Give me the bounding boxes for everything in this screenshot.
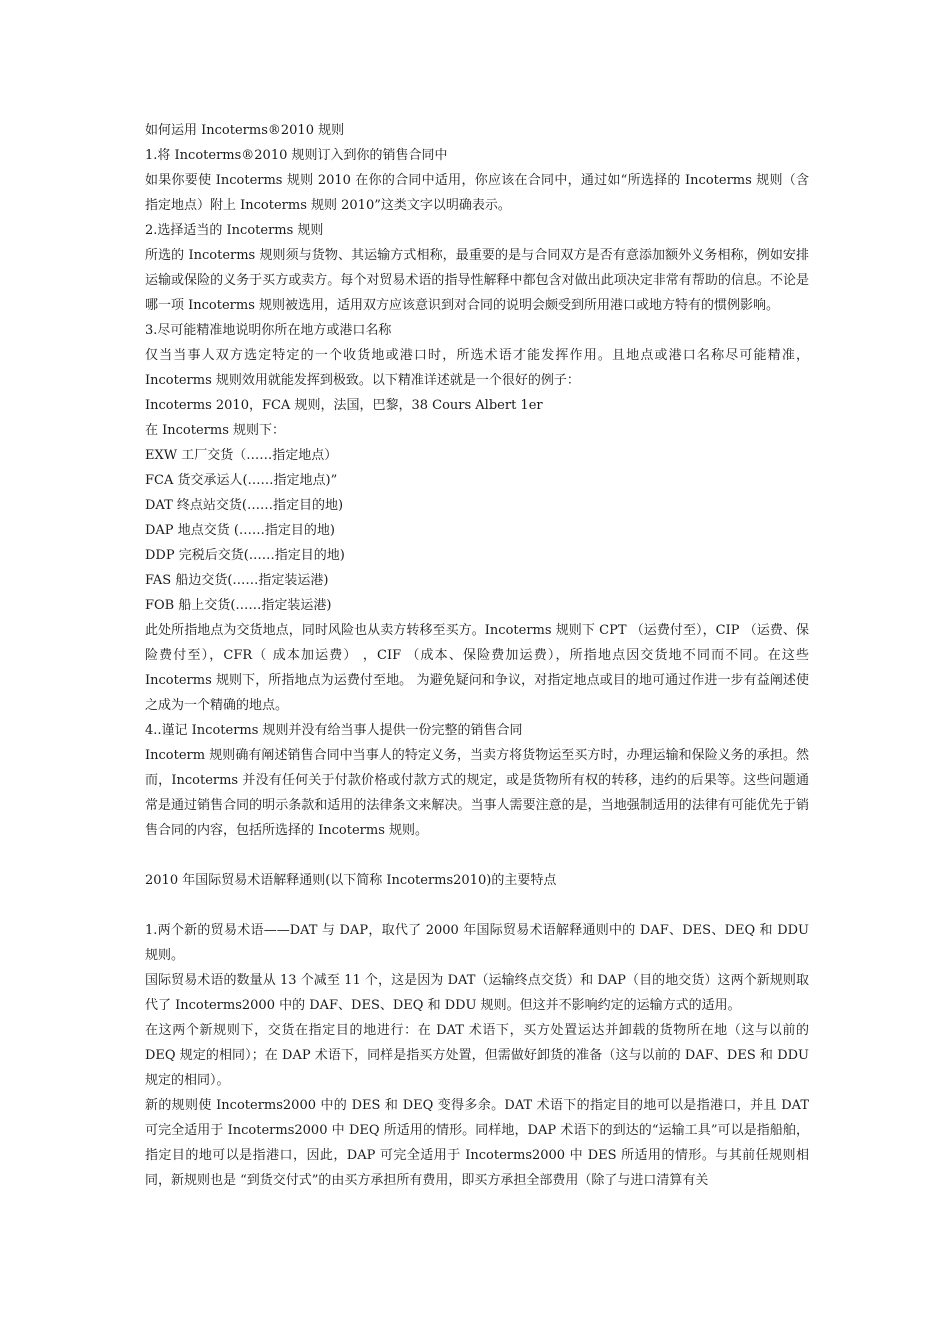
list-item-exw: EXW 工厂交货（……指定地点） xyxy=(145,448,338,463)
paragraph: 仅当当事人双方选定特定的一个收货地或港口时，所选术语才能发挥作用。且地点或港口名称尽可能精准，Incoterms 规则效用就能发挥到极致。以下精准详述就是一个很好的例子： xyxy=(145,348,809,388)
list-item-fca: FCA 货交承运人(……指定地点)” xyxy=(145,473,338,488)
list-item-fob: FOB 船上交货(……指定装运港) xyxy=(145,598,332,613)
paragraph: 此处所指地点为交货地点，同时风险也从卖方转移至买方。Incoterms 规则下 CPT （运费付至），CIP （运费、保险费付至），CFR（ 成本加运费） ，CIF （成本、保险费加运费），所指地点因交货地不同而不同。在这些 Incoterms 规则下，所指地点为运费付至地。 为避免疑问和争议，对指定地点或目的地可通过作进一步有益阐述使之成为一个精确的地点。 xyxy=(145,623,809,713)
list-intro: 在 Incoterms 规则下： xyxy=(145,423,286,438)
subtitle: 2010 年国际贸易术语解释通则(以下简称 Incoterms2010)的主要特点 xyxy=(145,873,557,888)
list-item-dap: DAP 地点交货 (……指定目的地) xyxy=(145,523,335,538)
doc-title: 如何运用 Incoterms®2010 规则 xyxy=(145,123,345,138)
section-heading-4: 4..谨记 Incoterms 规则并没有给当事人提供一份完整的销售合同 xyxy=(145,723,523,738)
blank-line xyxy=(145,843,809,868)
paragraph: 在这两个新规则下，交货在指定目的地进行：在 DAT 术语下，买方处置运达并卸载的货物所在地（这与以前的 DEQ 规定的相同）；在 DAP 术语下，同样是指买方处置，但需做好卸货的准备（这与以前的 DAF、DES 和 DDU 规定的相同）。 xyxy=(145,1023,809,1088)
paragraph: 新的规则使 Incoterms2000 中的 DES 和 DEQ 变得多余。DAT 术语下的指定目的地可以是指港口，并且 DAT 可完全适用于 Incoterms2000 中 DEQ 所适用的情形。同样地，DAP 术语下的到达的“运输工具”可以是指船舶，指定目的地可以是指港口，因此，DAP 可完全适用于 Incoterms2000 中 DES 所适用的情形。与其前任规则相同，新规则也是 “到货交付式”的由买方承担所有费用，即买方承担全部费用（除了与进口清算有关 xyxy=(145,1098,809,1188)
list-item-dat: DAT 终点站交货(……指定目的地) xyxy=(145,498,344,513)
example-line: Incoterms 2010，FCA 规则，法国，巴黎，38 Cours Albert 1er xyxy=(145,398,543,413)
section-heading-new-terms: 1.两个新的贸易术语——DAT 与 DAP，取代了 2000 年国际贸易术语解释通则中的 DAF、DES、DEQ 和 DDU 规则。 xyxy=(145,923,809,963)
paragraph: 如果你要使 Incoterms 规则 2010 在你的合同中适用，你应该在合同中，通过如“所选择的 Incoterms 规则（含指定地点）附上 Incoterms 规则 2010”这类文字以明确表示。 xyxy=(145,173,809,213)
paragraph: 国际贸易术语的数量从 13 个减至 11 个，这是因为 DAT（运输终点交货）和 DAP（目的地交货）这两个新规则取代了 Incoterms2000 中的 DAF、DES、DEQ 和 DDU 规则。但这并不影响约定的运输方式的适用。 xyxy=(145,973,809,1013)
list-item-ddp: DDP 完税后交货(……指定目的地) xyxy=(145,548,345,563)
list-item-fas: FAS 船边交货(……指定装运港) xyxy=(145,573,329,588)
blank-line xyxy=(145,893,809,918)
section-heading-2: 2.选择适当的 Incoterms 规则 xyxy=(145,223,324,238)
paragraph: Incoterm 规则确有阐述销售合同中当事人的特定义务，当卖方将货物运至买方时，办理运输和保险义务的承担。然而，Incoterms 并没有任何关于付款价格或付款方式的规定，或是货物所有权的转移，违约的后果等。这些问题通常是通过销售合同的明示条款和适用的法律条文来解决。当事人需要注意的是，当地强制适用的法律有可能优先于销售合同的内容，包括所选择的 Incoterms 规则。 xyxy=(145,748,809,838)
section-heading-1: 1.将 Incoterms®2010 规则订入到你的销售合同中 xyxy=(145,148,448,163)
document-body xyxy=(145,118,809,1193)
paragraph: 所选的 Incoterms 规则须与货物、其运输方式相称，最重要的是与合同双方是否有意添加额外义务相称，例如安排运输或保险的义务于买方或卖方。每个对贸易术语的指导性解释中都包含对做出此项决定非常有帮助的信息。不论是哪一项 Incoterms 规则被选用，适用双方应该意识到对合同的说明会颇受到所用港口或地方特有的惯例影响。 xyxy=(145,248,809,313)
section-heading-3: 3.尽可能精准地说明你所在地方或港口名称 xyxy=(145,323,392,338)
